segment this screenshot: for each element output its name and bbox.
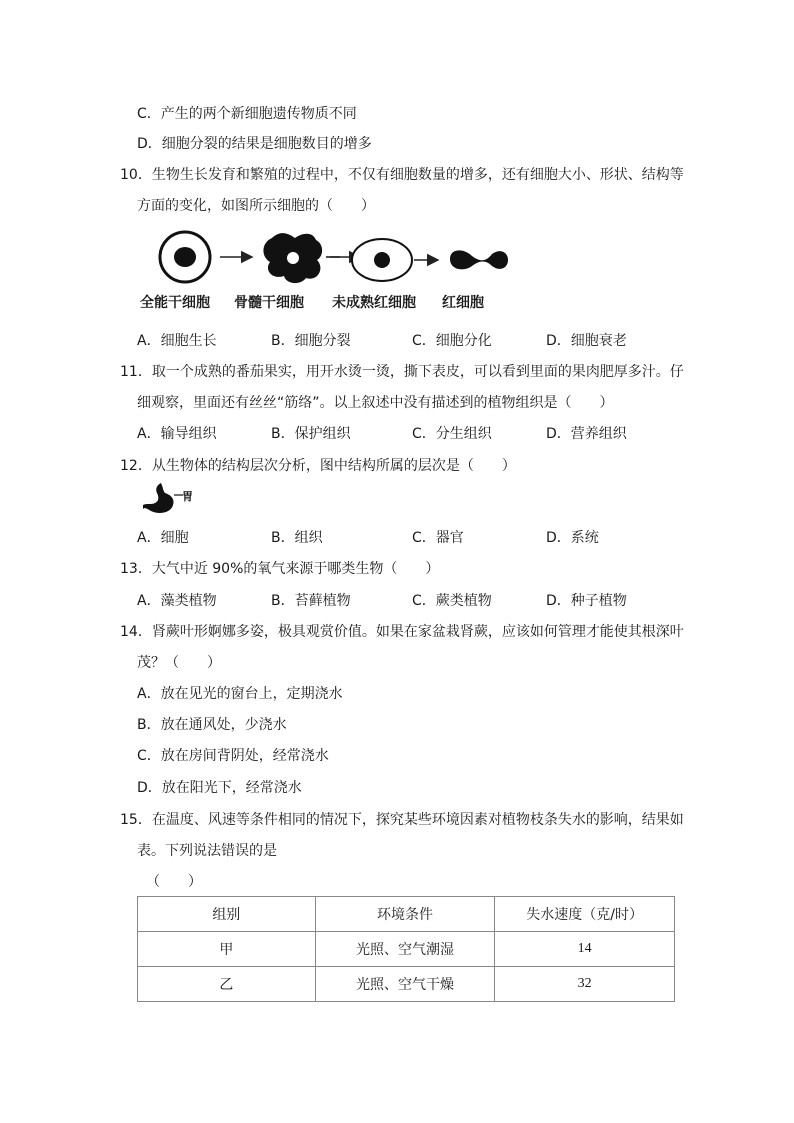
q12-option-b: B．组织 (271, 530, 323, 546)
q14-stem-line1: 14．肾蕨叶形婀娜多姿，极具观赏价值。如果在家盆栽肾蕨，应该如何管理才能使其根深叶 (120, 624, 684, 640)
q11-option-a: A．输导组织 (137, 426, 217, 442)
table-cell-group: 甲 (138, 932, 316, 967)
q14-option-c: C．放在房间背阴处，经常浇水 (137, 748, 329, 764)
bone-marrow-stem-cell-icon (263, 233, 322, 283)
table-header-group: 组别 (138, 897, 316, 932)
immature-red-blood-cell-icon (352, 239, 412, 281)
q15-data-table (137, 896, 675, 1002)
q10-option-b: B．细胞分裂 (271, 333, 351, 349)
q11-option-b: B．保护组织 (271, 426, 351, 442)
q12-option-a: A．细胞 (137, 530, 189, 546)
figure-label-red-blood-cell: 红细胞 (442, 295, 484, 311)
table-row (138, 967, 675, 1002)
q13-option-d: D．种子植物 (546, 593, 627, 609)
q10-option-c: C．细胞分化 (412, 333, 492, 349)
q10-option-a: A．细胞生长 (137, 333, 217, 349)
cell-differentiation-figure (150, 226, 510, 290)
q9-option-d: D．细胞分裂的结果是细胞数目的增多 (137, 136, 372, 152)
q9-option-c: C．产生的两个新细胞遗传物质不同 (137, 106, 357, 122)
table-header-row (138, 897, 675, 932)
q13-option-c: C．蕨类植物 (412, 593, 492, 609)
stomach-label: 胃 (182, 490, 193, 503)
q11-stem-line2: 细观察，里面还有丝丝“筋络”。以上叙述中没有描述到的植物组织是（ ） (137, 395, 614, 411)
table-row (138, 932, 675, 967)
q15-stem-line2: 表。下列说法错误的是 (137, 843, 277, 859)
stem-cell-icon (160, 232, 210, 282)
q12-option-c: C．器官 (412, 530, 464, 546)
table-cell-condition: 光照、空气干燥 (315, 967, 495, 1002)
table-cell-group: 乙 (138, 967, 316, 1002)
q12-stem: 12．从生物体的结构层次分析，图中结构所属的层次是（ ） (120, 458, 516, 474)
q10-stem-line2: 方面的变化，如图所示细胞的（ ） (137, 198, 375, 214)
q12-option-d: D．系统 (546, 530, 599, 546)
figure-label-bone-marrow-stem-cell: 骨髓干细胞 (234, 295, 304, 311)
q13-option-b: B．苔藓植物 (271, 593, 351, 609)
q13-stem: 13．大气中近 90%的氧气来源于哪类生物（ ） (120, 561, 440, 577)
red-blood-cell-icon (450, 250, 508, 269)
q14-option-d: D．放在阳光下，经常浇水 (137, 780, 302, 796)
table-cell-condition: 光照、空气潮湿 (315, 932, 495, 967)
q10-stem-line1: 10．生物生长发育和繁殖的过程中，不仅有细胞数量的增多，还有细胞大小、形状、结构等 (120, 167, 684, 183)
q15-stem-line3: （ ） (146, 874, 202, 890)
q11-stem-line1: 11．取一个成熟的番茄果实，用开水烫一烫，撕下表皮，可以看到里面的果肉肥厚多汁。仔 (120, 364, 684, 380)
q14-stem-line2: 茂？（ ） (137, 655, 221, 671)
table-cell-water-loss-rate: 14 (495, 932, 675, 967)
figure-label-immature-red-blood-cell: 未成熟红细胞 (332, 295, 416, 311)
figure-label-totipotent-stem-cell: 全能干细胞 (140, 295, 210, 311)
table-header-condition: 环境条件 (315, 897, 495, 932)
q11-option-c: C．分生组织 (412, 426, 492, 442)
table-header-water-loss-rate: 失水速度（克/时） (495, 897, 675, 932)
q15-stem-line1: 15．在温度、风速等条件相同的情况下，探究某些环境因素对植物枝条失水的影响，结果如 (120, 812, 684, 828)
table-cell-water-loss-rate: 32 (495, 967, 675, 1002)
q14-option-b: B．放在通风处，少浇水 (137, 717, 287, 733)
q11-option-d: D．营养组织 (546, 426, 627, 442)
q10-option-d: D．细胞衰老 (546, 333, 627, 349)
q13-option-a: A．藻类植物 (137, 593, 217, 609)
q14-option-a: A．放在见光的窗台上，定期浇水 (137, 686, 343, 702)
